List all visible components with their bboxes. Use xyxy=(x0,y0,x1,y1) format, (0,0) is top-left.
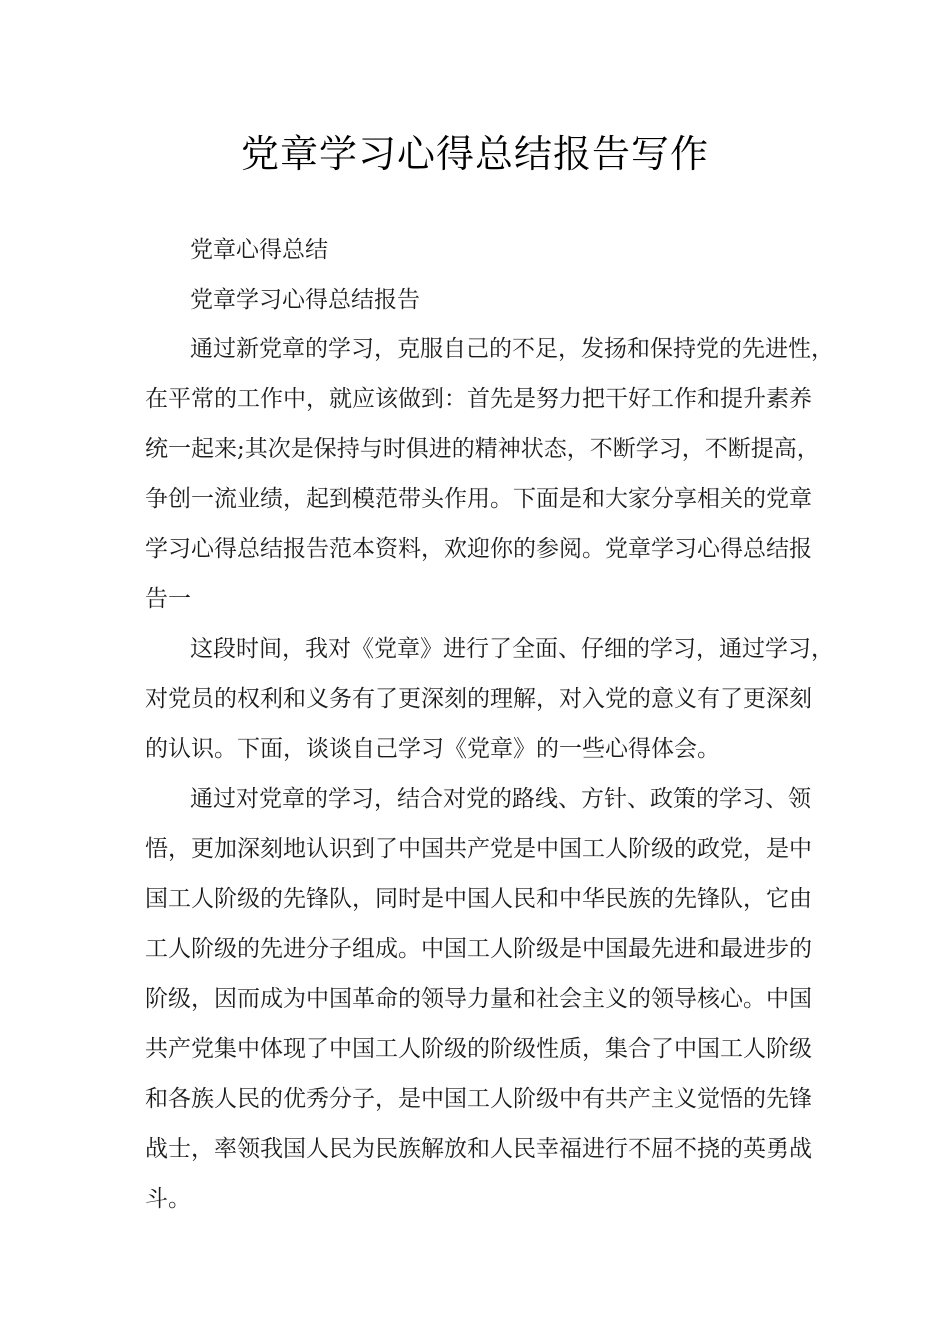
paragraph-1-line-3: 统一起来;其次是保持与时俱进的精神状态，不断学习，不断提高， xyxy=(145,436,820,462)
paragraph-1-line-5: 学习心得总结报告范本资料，欢迎你的参阅。党章学习心得总结报 xyxy=(145,536,812,562)
paragraph-3-line-7: 和各族人民的优秀分子，是中国工人阶级中有共产主义觉悟的先锋 xyxy=(145,1086,812,1112)
subheading-2: 党章学习心得总结报告 xyxy=(190,287,420,313)
paragraph-3-line-5: 阶级，因而成为中国革命的领导力量和社会主义的领导核心。中国 xyxy=(145,986,812,1012)
paragraph-2-line-3: 的认识。下面，谈谈自己学习《党章》的一些心得体会。 xyxy=(145,736,720,762)
paragraph-3-line-3: 国工人阶级的先锋队，同时是中国人民和中华民族的先锋队，它由 xyxy=(145,886,812,912)
document-title: 党章学习心得总结报告写作 xyxy=(240,132,709,176)
paragraph-2-line-1: 这段时间，我对《党章》进行了全面、仔细的学习，通过学习， xyxy=(190,636,834,662)
paragraph-3-line-2: 悟，更加深刻地认识到了中国共产党是中国工人阶级的政党，是中 xyxy=(145,836,812,862)
paragraph-3-line-1: 通过对党章的学习，结合对党的路线、方针、政策的学习、领 xyxy=(190,786,811,812)
paragraph-3-line-6: 共产党集中体现了中国工人阶级的阶级性质，集合了中国工人阶级 xyxy=(145,1036,812,1062)
paragraph-3-line-9: 斗。 xyxy=(145,1186,191,1212)
paragraph-1-line-4: 争创一流业绩，起到模范带头作用。下面是和大家分享相关的党章 xyxy=(145,486,812,512)
paragraph-1-line-1: 通过新党章的学习，克服自己的不足，发扬和保持党的先进性， xyxy=(190,336,834,362)
subheading-1: 党章心得总结 xyxy=(190,237,328,263)
paragraph-1-line-6: 告一 xyxy=(145,586,191,612)
paragraph-1-line-2: 在平常的工作中，就应该做到：首先是努力把干好工作和提升素养 xyxy=(145,386,812,412)
paragraph-3-line-8: 战士，率领我国人民为民族解放和人民幸福进行不屈不挠的英勇战 xyxy=(145,1136,812,1162)
paragraph-3-line-4: 工人阶级的先进分子组成。中国工人阶级是中国最先进和最进步的 xyxy=(145,936,812,962)
paragraph-2-line-2: 对党员的权利和义务有了更深刻的理解，对入党的意义有了更深刻 xyxy=(145,686,812,712)
